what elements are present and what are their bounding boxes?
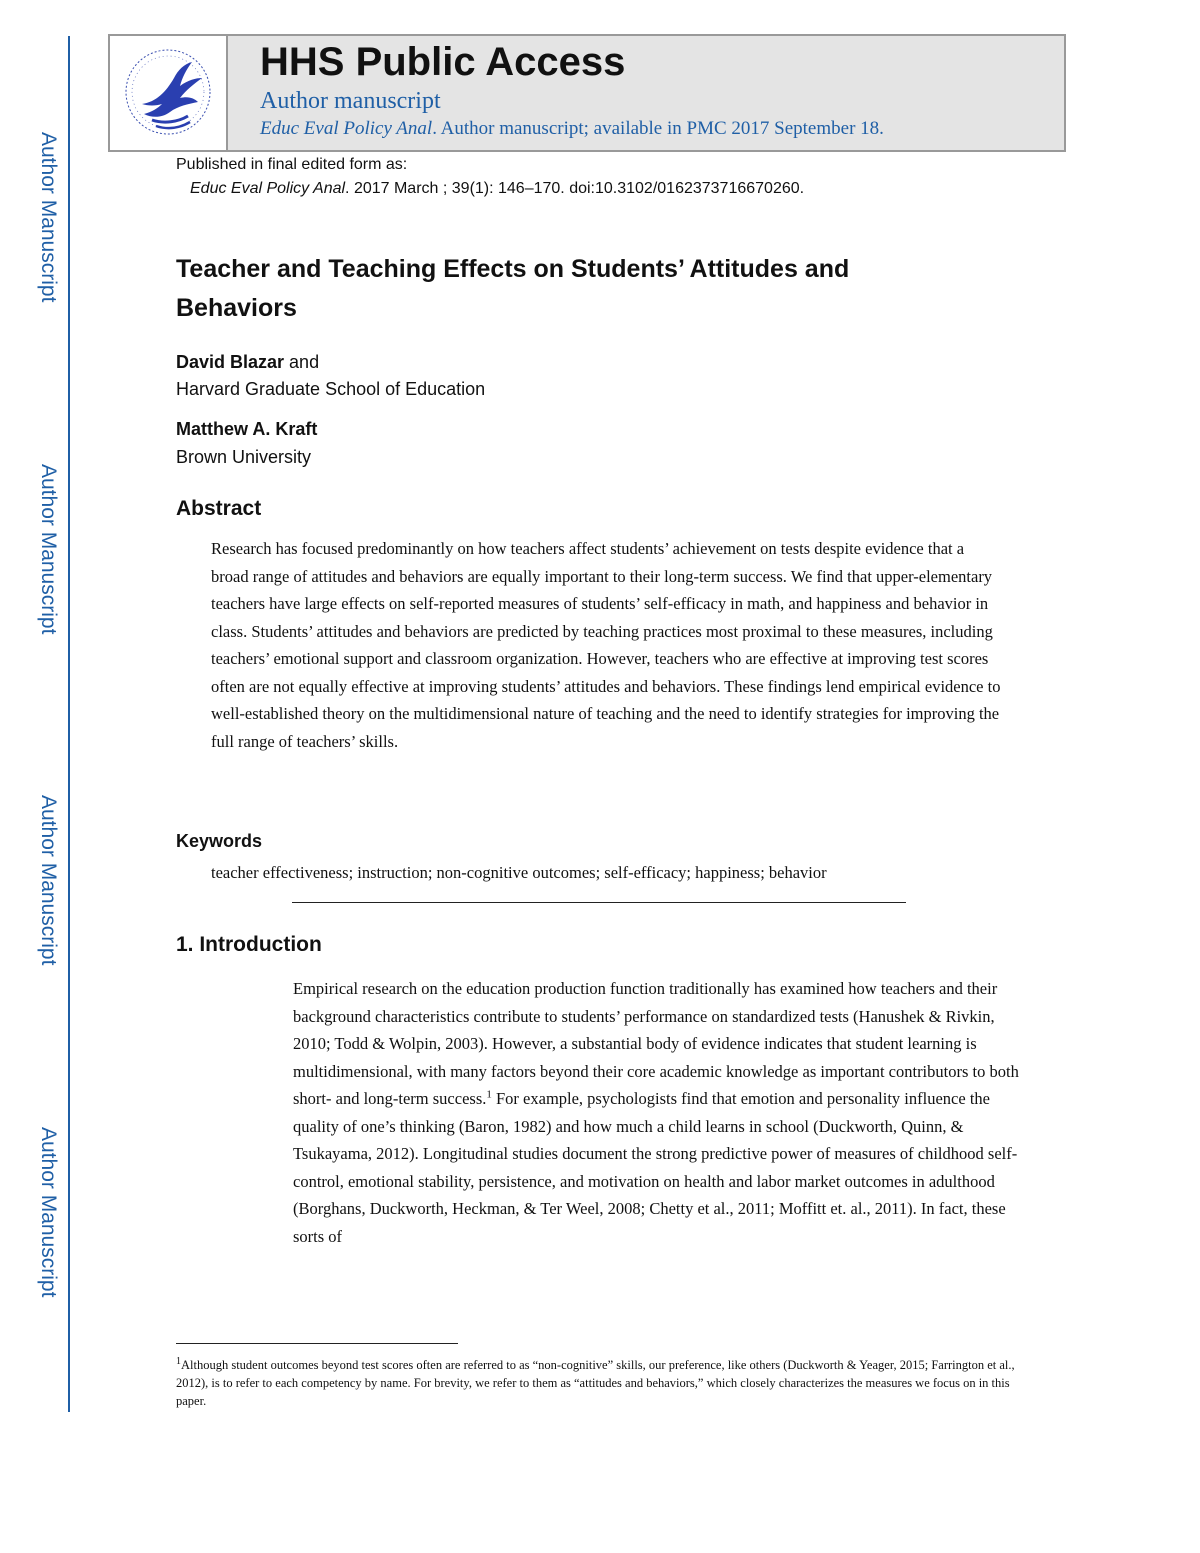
hhs-subtitle: Author manuscript xyxy=(260,88,441,114)
author-name: David Blazar xyxy=(176,352,285,372)
author-1 xyxy=(176,352,319,373)
abstract-text: Research has focused predominantly on how teachers affect students’ achievement on tests despite evidence that a broad range of attitudes and behaviors are equally important to their long-term success. We find that upper-elementary teachers have large effects on self-reported measures of students’ self-efficacy in math, and happiness and behavior in class. Students’ attitudes and behaviors are predicted by teaching practices most proximal to these measures, including teachers’ emotional support and classroom organization. However, teachers who are effective at improving test scores often are not equally effective at improving students’ attitudes and behaviors. These findings lend empirical evidence to well-established theory on the multidimensional nature of teaching and the need to identify strategies for improving the full range of teachers’ skills. xyxy=(211,539,1001,751)
section-divider xyxy=(292,902,906,903)
hhs-header xyxy=(108,34,1066,152)
hhs-availability xyxy=(260,118,884,140)
footnote-ref[interactable]: 1 xyxy=(486,1088,492,1101)
footnote-text: Although student outcomes beyond test scores often are referred to as “non-cognitive” skills, our preference, like others (Duckworth & Yeager, 2015; Farrington et al., 2012), is to refer to each competency by name. For brevity, we refer to them as “attitudes and behaviors,” which closely characterizes the measures we focus on in this paper. xyxy=(176,1358,1015,1408)
footnote-number: 1 xyxy=(176,1355,181,1367)
journal-name: Educ Eval Policy Anal xyxy=(190,180,346,197)
keywords-text: teacher effectiveness; instruction; non-cognitive outcomes; self-efficacy; happiness; behavior xyxy=(211,863,827,882)
hhs-eagle-icon xyxy=(122,44,214,140)
side-label-text: Author Manuscript xyxy=(37,132,60,303)
intro-text-part: For example, psychologists find that emotion and personality influence the quality of one’s thinking (Baron, 1982) and how much a child learns in school (Duckworth, Quinn, & Tsukayama, 2012). Longitudinal studies document the strong predictive power of measures of childhood self-control, emotional stability, persistence, and motivation on health and labor market outcomes in adulthood (Borghans, Duckworth, Heckman, & Ter Weel, 2008; Chetty et al., 2011; Moffitt et. al., 2011). In fact, these sorts of xyxy=(293,1089,1018,1246)
published-citation xyxy=(190,180,804,198)
margin-rule xyxy=(68,36,70,1412)
author-name: Matthew A. Kraft xyxy=(176,419,318,439)
author-2 xyxy=(176,419,317,440)
abstract-heading: Abstract xyxy=(176,497,262,520)
journal-name: Educ Eval Policy Anal xyxy=(260,118,433,139)
paper-title: Teacher and Teaching Effects on Students’ Attitudes and Behaviors xyxy=(176,255,850,322)
citation-text: . 2017 March ; 39(1): 146–170. doi:10.3102/0162373716670260. xyxy=(345,180,805,197)
availability-text: . Author manuscript; available in PMC 2017 September 18. xyxy=(432,118,884,139)
intro-text-part: Empirical research on the education production function traditionally has examined how teachers and their background characteristics contribute to students’ performance on standardized tests (Hanushek & Rivkin, 2010; Todd & Wolpin, 2003). However, a substantial body of evidence indicates that student learning is multidimensional, with many factors beyond their core academic knowledge as important contributors to both short- and long-term success. xyxy=(293,979,1019,1108)
author-1-affiliation: Harvard Graduate School of Education xyxy=(176,379,486,399)
footnote xyxy=(176,1356,1022,1410)
hhs-title: HHS Public Access xyxy=(260,40,626,84)
keywords-heading: Keywords xyxy=(176,831,263,851)
side-label-text: Author Manuscript xyxy=(37,1127,60,1298)
published-label: Published in final edited form as: xyxy=(176,156,408,173)
author-2-affiliation: Brown University xyxy=(176,447,312,467)
side-label-text: Author Manuscript xyxy=(37,464,60,635)
introduction-heading: 1. Introduction xyxy=(176,933,322,956)
hhs-logo xyxy=(110,36,228,150)
introduction-text xyxy=(293,975,1021,1250)
footnote-divider xyxy=(176,1343,458,1344)
author-suffix: and xyxy=(284,352,320,372)
side-label-text: Author Manuscript xyxy=(37,795,60,966)
